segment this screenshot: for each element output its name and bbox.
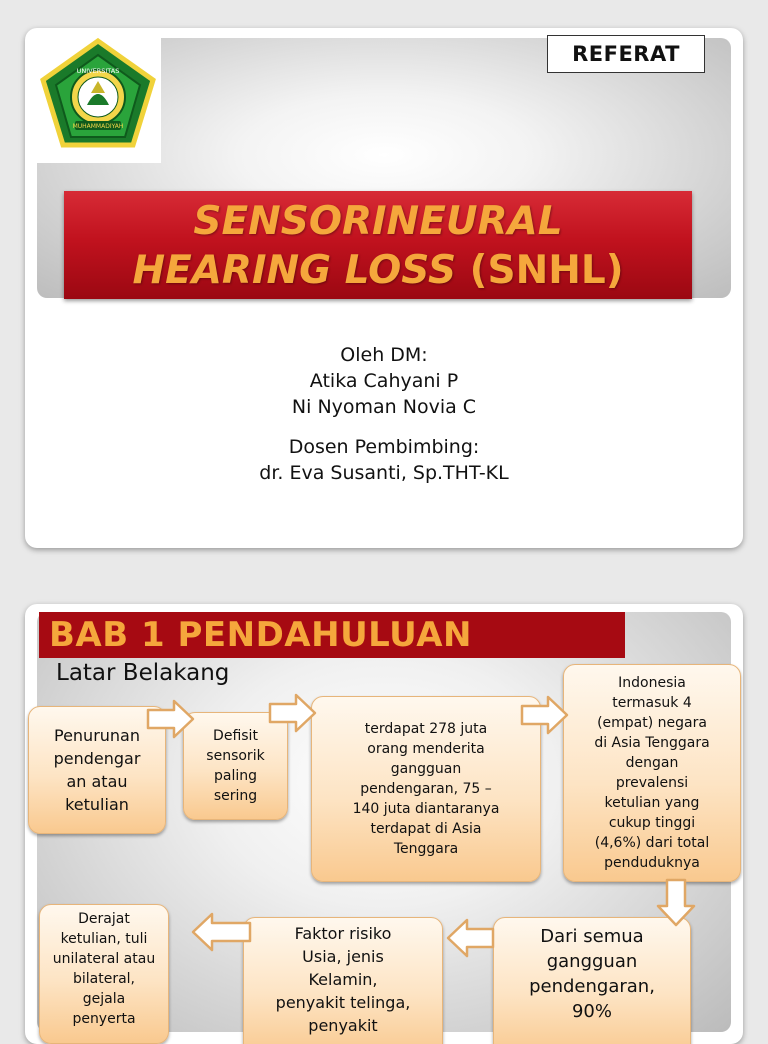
title-line-2 bbox=[64, 246, 692, 295]
chapter-title: BAB 1 PENDAHULUAN bbox=[39, 612, 625, 658]
flow-box-1: Penurunan pendengar an atau ketulian bbox=[28, 706, 166, 834]
title-line-1: SENSORINEURAL bbox=[193, 199, 563, 244]
section-subheading: Latar Belakang bbox=[56, 660, 230, 686]
svg-text:MUHAMMADIYAH: MUHAMMADIYAH bbox=[72, 123, 124, 130]
author-block bbox=[25, 342, 743, 486]
referat-badge: REFERAT bbox=[547, 35, 705, 73]
advisor-label: Dosen Pembimbing: bbox=[288, 436, 480, 458]
author-name: Atika Cahyani P bbox=[309, 370, 459, 392]
right-arrow-icon bbox=[146, 698, 196, 740]
author-name: Ni Nyoman Novia C bbox=[291, 396, 477, 418]
svg-text:UNIVERSITAS: UNIVERSITAS bbox=[76, 67, 120, 75]
authors-label: Oleh DM: bbox=[340, 344, 428, 366]
left-arrow-icon bbox=[190, 911, 252, 953]
flow-box-6: Faktor risiko Usia, jenis Kelamin, penyakit telinga, penyakit bbox=[243, 917, 443, 1044]
flow-box-5: Dari semua gangguan pendengaran, 90% bbox=[493, 917, 691, 1044]
right-arrow-icon bbox=[268, 692, 318, 734]
flow-box-3: terdapat 278 juta orang menderita gangguan pendengaran, 75 – 140 juta diantaranya terdapat di Asia Tenggara bbox=[311, 696, 541, 882]
flow-box-2: Defisit sensorik paling sering bbox=[183, 712, 288, 820]
flow-box-7: Derajat ketulian, tuli unilateral atau bilateral, gejala penyerta bbox=[39, 904, 169, 1044]
university-seal-icon bbox=[35, 33, 161, 163]
university-logo bbox=[35, 33, 161, 163]
down-arrow-icon bbox=[655, 878, 697, 928]
introduction-slide bbox=[25, 604, 743, 1044]
right-arrow-icon bbox=[520, 694, 570, 736]
left-arrow-icon bbox=[445, 917, 495, 959]
advisor-name: dr. Eva Susanti, Sp.THT-KL bbox=[259, 462, 509, 484]
title-banner bbox=[64, 191, 692, 299]
title-slide bbox=[25, 28, 743, 548]
title-italic-part: HEARING LOSS bbox=[132, 248, 457, 293]
flow-box-4: Indonesia termasuk 4 (empat) negara di Asia Tenggara dengan prevalensi ketulian yang cukup tinggi (4,6%) dari total penduduknya bbox=[563, 664, 741, 882]
title-rest-part: (SNHL) bbox=[456, 248, 624, 293]
